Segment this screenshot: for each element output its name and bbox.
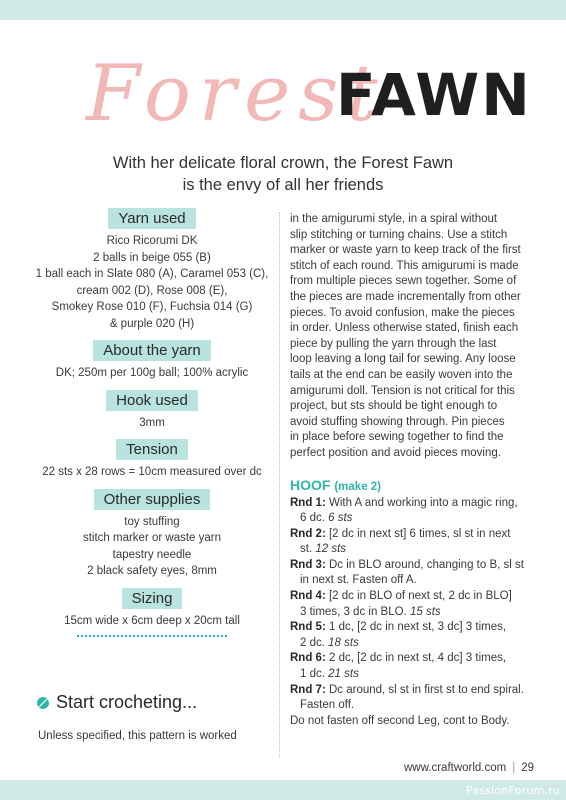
round-text: Dc around, sl st in first st to end spiral.: [328, 683, 524, 696]
page-footer: [404, 762, 534, 774]
section-body: [32, 365, 272, 382]
round-label: Rnd 6:: [290, 652, 326, 665]
instruction-row: [290, 527, 540, 543]
section-body: [32, 464, 272, 481]
section-tension: [32, 439, 272, 481]
section-body: [32, 233, 272, 332]
round-text: [2 dc in BLO of next st, 2 dc in BLO]: [328, 590, 512, 603]
round-label: Rnd 5:: [290, 621, 326, 634]
intro-line: in place before sewing together to find the: [290, 431, 504, 444]
round-text: in next st. Fasten off A.: [300, 574, 417, 587]
dotted-divider: [77, 635, 227, 637]
section-line: Smokey Rose 010 (F), Fuchsia 014 (G): [51, 301, 253, 313]
intro-line: project, but sts should be tight enough to: [290, 400, 498, 413]
instruction-row: [290, 589, 540, 605]
instruction-row: [290, 573, 540, 589]
round-text: 6 dc.: [300, 512, 325, 525]
section-hook-used: [32, 390, 272, 432]
intro-line: loop leaving a long tail for sewing. Any loose: [290, 353, 516, 366]
intro-line: avoid stuffing showing through. Pin pieces: [290, 415, 505, 428]
footer-site: www.craftworld.com: [404, 762, 507, 774]
section-body: [32, 514, 272, 580]
section-sizing: [32, 588, 272, 638]
intro-line: from multiple pieces sewn together. Some of: [290, 275, 517, 288]
instruction-row: [290, 714, 540, 730]
instruction-row: [290, 496, 540, 512]
title-block: FAWN: [336, 61, 532, 129]
section-line: tapestry needle: [112, 548, 192, 561]
section-body: [32, 613, 272, 630]
round-text: Dc in BLO around, changing to B, sl st: [328, 558, 524, 571]
start-heading-text: Start crocheting...: [56, 692, 198, 712]
section-heading: Sizing: [122, 588, 183, 609]
intro-line: amigurumi doll. Tension is not critical for this: [290, 384, 515, 397]
stitch-count: 18 sts: [328, 636, 359, 649]
intro-line: pieces. To avoid confusion, make the pieces: [290, 306, 515, 319]
round-text: 2 dc, [2 dc in next st, 4 dc] 3 times,: [328, 652, 507, 665]
round-text: 3 times, 3 dc in BLO.: [300, 605, 407, 618]
section-body: [32, 415, 272, 432]
section-line: 3mm: [139, 416, 165, 429]
round-label: Rnd 3:: [290, 558, 326, 571]
instruction-row: [290, 683, 540, 699]
section-line: toy stuffing: [124, 515, 180, 528]
section-heading: About the yarn: [93, 340, 211, 361]
section-line: cream 002 (D), Rose 008 (E),: [76, 284, 228, 297]
intro-line: piece by pulling the yarn through the last: [290, 337, 497, 350]
section-heading: Tension: [116, 439, 188, 460]
round-text: st.: [300, 543, 313, 556]
instruction-row: [290, 698, 540, 714]
instruction-row: [290, 605, 540, 621]
hoof-make-count: (make 2): [334, 480, 382, 493]
instruction-row: [290, 558, 540, 574]
section-line: Rico Ricorumi DK: [106, 235, 198, 247]
stitch-count: 21 sts: [328, 668, 359, 681]
intro-line: in the amigurumi style, in a spiral without: [290, 213, 498, 225]
section-other-supplies: [32, 489, 272, 580]
page-number: 29: [521, 762, 535, 774]
instruction-row: [290, 667, 540, 683]
round-text: 1 dc.: [300, 668, 325, 681]
subtitle-line: is the envy of all her friends: [182, 176, 384, 194]
watermark: PassionForum.ru: [466, 784, 560, 797]
round-text: 2 dc.: [300, 636, 325, 649]
page-title: [80, 48, 532, 140]
section-line: 2 balls in beige 055 (B): [93, 251, 211, 264]
section-line: 15cm wide x 6cm deep x 20cm tall: [64, 614, 240, 627]
instruction-row: [290, 651, 540, 667]
round-label: Rnd 4:: [290, 590, 326, 603]
round-text: Fasten off.: [300, 699, 355, 712]
instruction-row: [290, 636, 540, 652]
hoof-heading: [290, 476, 540, 496]
stitch-count: 12 sts: [315, 543, 347, 556]
intro-line: slip stitching or turning chains. Use a stitch: [290, 228, 508, 241]
instruction-row: [290, 511, 540, 527]
start-crocheting-heading: [36, 692, 197, 713]
intro-line: tails at the end can be easily woven into the: [290, 368, 513, 381]
intro-paragraph: [290, 212, 540, 462]
section-line: 22 sts x 28 rows = 10cm measured over dc: [42, 466, 262, 478]
intro-line: marker or waste yarn to keep track of the first: [290, 244, 521, 257]
section-line: stitch marker or waste yarn: [82, 532, 222, 544]
section-line: 1 ball each in Slate 080 (A), Caramel 053 (C),: [35, 268, 269, 280]
round-label: Rnd 1:: [290, 496, 326, 509]
section-heading: Yarn used: [108, 208, 195, 229]
round-label: Rnd 2:: [290, 527, 326, 540]
footer-separator: |: [512, 762, 516, 774]
round-label: Rnd 7:: [290, 683, 326, 696]
section-line: & purple 020 (H): [109, 317, 195, 330]
intro-line: in order. Unless otherwise stated, finish each: [290, 322, 519, 335]
section-yarn-used: [32, 208, 272, 332]
stitch-count: 6 sts: [328, 512, 353, 525]
section-heading: Hook used: [106, 390, 198, 411]
hoof-title: HOOF: [290, 476, 331, 493]
instruction-row: [290, 620, 540, 636]
hoof-instructions: [290, 496, 540, 730]
round-text: 1 dc, [2 dc in next st, 3 dc] 3 times,: [328, 621, 507, 634]
section-line: DK; 250m per 100g ball; 100% acrylic: [55, 367, 249, 379]
materials-column: [32, 208, 272, 645]
title-script: Forest: [86, 49, 386, 139]
top-band: [0, 0, 566, 20]
column-divider: [279, 212, 280, 758]
section-line: 2 black safety eyes, 8mm: [87, 565, 217, 577]
intro-line: perfect position and avoid pieces moving.: [290, 446, 501, 459]
intro-line: the pieces are made incrementally from other: [290, 290, 521, 303]
stitch-count: 15 sts: [409, 605, 441, 618]
intro-line: stitch of each round. This amigurumi is made: [290, 259, 519, 272]
start-intro-text: Unless specified, this pattern is worked: [38, 730, 237, 742]
section-about-yarn: [32, 340, 272, 382]
subtitle-line: With her delicate floral crown, the Forest Fawn: [112, 154, 454, 172]
pattern-column: [290, 212, 540, 729]
round-text: Do not fasten off second Leg, cont to Body.: [290, 714, 510, 727]
round-text: With A and working into a magic ring,: [328, 496, 518, 509]
round-text: [2 dc in next st] 6 times, sl st in next: [328, 527, 511, 540]
section-heading: Other supplies: [94, 489, 211, 510]
subtitle: [40, 152, 526, 196]
leaf-icon: [36, 696, 50, 710]
instruction-row: [290, 542, 540, 558]
